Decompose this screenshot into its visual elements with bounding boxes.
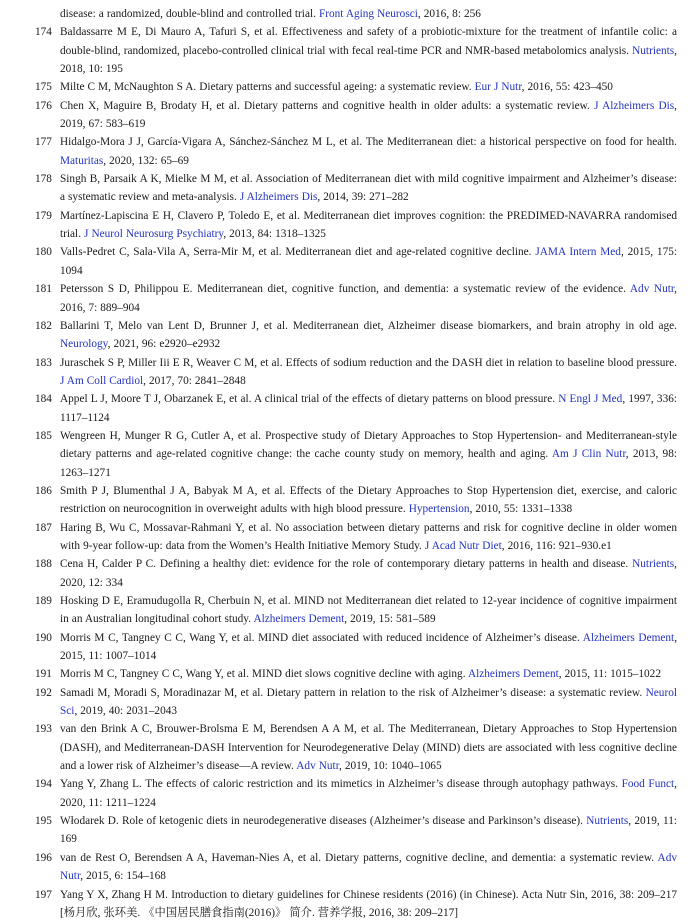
journal-link[interactable]: Alzheimers Dement bbox=[468, 668, 559, 680]
reference-number: 183 bbox=[35, 354, 52, 372]
reference-text-segment: Ballarini T, Melo van Lent D, Brunner J, et al. Mediterranean diet, Alzheimer disease biomarkers, and brain atrophy in old age. bbox=[60, 320, 677, 332]
reference-text bbox=[60, 519, 677, 556]
reference-item bbox=[0, 592, 694, 629]
reference-text-segment: , 2017, 70: 2841–2848 bbox=[143, 375, 246, 387]
reference-text-segment: , 2015, 6: 154–168 bbox=[80, 870, 166, 882]
reference-text-segment: , 2019, 40: 2031–2043 bbox=[74, 705, 177, 717]
journal-link[interactable]: Hypertension bbox=[409, 503, 470, 515]
reference-text-segment: Morris M C, Tangney C C, Wang Y, et al. MIND diet slows cognitive decline with aging. bbox=[60, 668, 468, 680]
reference-item bbox=[0, 720, 694, 775]
reference-text-segment: , 2020, 11: 1211–1224 bbox=[60, 778, 677, 808]
reference-text-segment: van de Rest O, Berendsen A A, Haveman-Nies A, et al. Dietary patterns, cognitive decline, and dementia: a systematic review. bbox=[60, 852, 658, 864]
journal-link[interactable]: Nutrients bbox=[632, 558, 674, 570]
reference-text bbox=[60, 78, 677, 96]
reference-text-segment: , 1997, 336: 1117–1124 bbox=[60, 393, 677, 423]
reference-number: 196 bbox=[35, 849, 52, 867]
reference-text-segment: , 2019, 10: 1040–1065 bbox=[339, 760, 442, 772]
journal-link[interactable]: J Alzheimers Dis bbox=[594, 100, 674, 112]
reference-text-segment: Appel L J, Moore T J, Obarzanek E, et al. A clinical trial of the effects of dietary patterns on blood pressure. bbox=[60, 393, 558, 405]
reference-number: 182 bbox=[35, 317, 52, 335]
reference-text-segment: , 2016, 55: 423–450 bbox=[522, 81, 613, 93]
reference-text bbox=[60, 317, 677, 354]
journal-link[interactable]: N Engl J Med bbox=[558, 393, 622, 405]
reference-text bbox=[60, 23, 677, 78]
reference-text-segment: , 2019, 15: 581–589 bbox=[344, 613, 435, 625]
reference-text-segment: Samadi M, Moradi S, Moradinazar M, et al. Dietary pattern in relation to the risk of Alzheimer’s disease: a systematic review. bbox=[60, 687, 646, 699]
reference-number: 188 bbox=[35, 555, 52, 573]
reference-text-segment: , 2015, 11: 1015–1022 bbox=[559, 668, 661, 680]
reference-item bbox=[0, 97, 694, 134]
journal-link[interactable]: J Am Coll Cardiol bbox=[60, 375, 143, 387]
journal-link[interactable]: Food Funct bbox=[622, 778, 675, 790]
reference-item bbox=[0, 133, 694, 170]
reference-text bbox=[60, 133, 677, 170]
reference-item bbox=[0, 280, 694, 317]
journal-link[interactable]: J Acad Nutr Diet bbox=[425, 540, 502, 552]
reference-number: 187 bbox=[35, 519, 52, 537]
journal-link[interactable]: J Neurol Neurosurg Psychiatry bbox=[84, 228, 223, 240]
reference-text-segment: Cena H, Calder P C. Defining a healthy diet: evidence for the role of contemporary dietary patterns in health and disease. bbox=[60, 558, 632, 570]
journal-link[interactable]: Alzheimers Dement bbox=[253, 613, 344, 625]
reference-number: 197 bbox=[35, 886, 52, 904]
reference-item bbox=[0, 317, 694, 354]
journal-link[interactable]: Front Aging Neurosci bbox=[319, 8, 418, 20]
reference-text bbox=[60, 849, 677, 886]
reference-number: 177 bbox=[35, 133, 52, 151]
reference-text bbox=[60, 665, 677, 683]
reference-number: 178 bbox=[35, 170, 52, 188]
reference-text-segment: , 2013, 84: 1318–1325 bbox=[223, 228, 326, 240]
reference-text-segment: Petersson S D, Philippou E. Mediterranean diet, cognitive function, and dementia: a systematic review of the evidence. bbox=[60, 283, 630, 295]
reference-text-segment: Martínez-Lapiscina E H, Clavero P, Toledo E, et al. Mediterranean diet improves cognition: the PREDIMED-NAVARRA randomised trial. bbox=[60, 210, 677, 240]
reference-number: 192 bbox=[35, 684, 52, 702]
reference-text bbox=[60, 775, 677, 812]
reference-item bbox=[0, 78, 694, 96]
journal-link[interactable]: Adv Nutr bbox=[60, 852, 677, 882]
journal-link[interactable]: JAMA Intern Med bbox=[535, 246, 621, 258]
reference-text bbox=[60, 243, 677, 280]
reference-item bbox=[0, 170, 694, 207]
journal-link[interactable]: Neurology bbox=[60, 338, 108, 350]
reference-item bbox=[0, 482, 694, 519]
reference-item bbox=[0, 5, 694, 23]
reference-text bbox=[60, 886, 677, 922]
reference-text bbox=[60, 684, 677, 721]
journal-link[interactable]: Nutrients bbox=[586, 815, 628, 827]
reference-text-segment: , 2016, 8: 256 bbox=[418, 8, 481, 20]
journal-link[interactable]: Alzheimers Dement bbox=[583, 632, 674, 644]
journal-link[interactable]: Adv Nutr bbox=[630, 283, 674, 295]
reference-text-segment: , 2019, 67: 583–619 bbox=[60, 100, 677, 130]
reference-number: 174 bbox=[35, 23, 52, 41]
reference-item bbox=[0, 886, 694, 922]
reference-text bbox=[60, 629, 677, 666]
reference-text-segment: , 2016, 116: 921–930.e1 bbox=[502, 540, 612, 552]
reference-item bbox=[0, 354, 694, 391]
reference-text-segment: Juraschek S P, Miller Iii E R, Weaver C M, et al. Effects of sodium reduction and the DASH diet in relation to baseline blood pressure. bbox=[60, 357, 677, 369]
reference-text-segment: , 2015, 11: 1007–1014 bbox=[60, 632, 677, 662]
reference-item bbox=[0, 23, 694, 78]
journal-link[interactable]: Maturitas bbox=[60, 155, 103, 167]
reference-number: 181 bbox=[35, 280, 52, 298]
reference-number: 184 bbox=[35, 390, 52, 408]
reference-text-segment: Chen X, Maguire B, Brodaty H, et al. Dietary patterns and cognitive health in older adults: a systematic review. bbox=[60, 100, 594, 112]
reference-text bbox=[60, 5, 677, 23]
reference-text-segment: , 2010, 55: 1331–1338 bbox=[470, 503, 573, 515]
reference-number: 185 bbox=[35, 427, 52, 445]
reference-text-segment: , 2020, 12: 334 bbox=[60, 558, 677, 588]
reference-text bbox=[60, 720, 677, 775]
reference-text-segment: Yang Y, Zhang L. The effects of caloric restriction and its mimetics in Alzheimer’s disease through autophagy pathways. bbox=[60, 778, 622, 790]
reference-text-segment: Morris M C, Tangney C C, Wang Y, et al. MIND diet associated with reduced incidence of Alzheimer’s disease. bbox=[60, 632, 583, 644]
reference-text-segment: , 2013, 98: 1263–1271 bbox=[60, 448, 677, 478]
reference-item bbox=[0, 775, 694, 812]
reference-number: 190 bbox=[35, 629, 52, 647]
reference-item bbox=[0, 207, 694, 244]
reference-item bbox=[0, 665, 694, 683]
reference-item bbox=[0, 555, 694, 592]
reference-text-segment: , 2019, 11: 169 bbox=[60, 815, 677, 845]
reference-text-segment: , 2014, 39: 271–282 bbox=[317, 191, 408, 203]
reference-text-segment: Baldassarre M E, Di Mauro A, Tafuri S, et al. Effectiveness and safety of a probiotic-mixture for the treatment of infantile colic: a double-blind, randomized, placebo-controlled clinical trial with fecal real-time PCR and NMR-based metabolomics analysis. bbox=[60, 26, 677, 56]
reference-text bbox=[60, 482, 677, 519]
reference-text bbox=[60, 170, 677, 207]
reference-text-segment: , 2020, 132: 65–69 bbox=[103, 155, 189, 167]
reference-text bbox=[60, 592, 677, 629]
reference-item bbox=[0, 427, 694, 482]
reference-item bbox=[0, 390, 694, 427]
reference-text bbox=[60, 280, 677, 317]
reference-number: 195 bbox=[35, 812, 52, 830]
reference-text-segment: Yang Y X, Zhang H M. Introduction to dietary guidelines for Chinese residents (2016) (in Chinese). Acta Nutr Sin, 2016, 38: 209–217 [杨月欣, 张环美. 《中国居民膳食指南(2016)》 简介. 营养学报, 2016, 38: 209–217] bbox=[60, 889, 677, 919]
reference-text-segment: Hidalgo-Mora J J, García-Vigara A, Sánchez-Sánchez M L, et al. The Mediterranean diet: a historical perspective on food for health. bbox=[60, 136, 677, 148]
reference-item bbox=[0, 849, 694, 886]
reference-item bbox=[0, 243, 694, 280]
reference-text-segment: , 2016, 7: 889–904 bbox=[60, 283, 677, 313]
reference-text bbox=[60, 390, 677, 427]
reference-text-segment: Hosking D E, Eramudugolla R, Cherbuin N, et al. MIND not Mediterranean diet related to 12-year incidence of cognitive impairment in an Australian longitudinal cohort study. bbox=[60, 595, 677, 625]
reference-item bbox=[0, 629, 694, 666]
reference-text bbox=[60, 555, 677, 592]
reference-text bbox=[60, 427, 677, 482]
journal-link[interactable]: Am J Clin Nutr bbox=[552, 448, 626, 460]
reference-text bbox=[60, 812, 677, 849]
reference-number: 176 bbox=[35, 97, 52, 115]
reference-text bbox=[60, 97, 677, 134]
reference-text-segment: disease: a randomized, double-blind and controlled trial. bbox=[60, 8, 319, 20]
journal-link[interactable]: Neurol Sci bbox=[60, 687, 677, 717]
reference-text-segment: Smith P J, Blumenthal J A, Babyak M A, et al. Effects of the Dietary Approaches to Stop Hypertension diet, exercise, and caloric restriction on neurocognition in overweight adults with high blood pressure. bbox=[60, 485, 677, 515]
reference-text bbox=[60, 354, 677, 391]
reference-text-segment: Milte C M, McNaughton S A. Dietary patterns and successful ageing: a systematic review. bbox=[60, 81, 475, 93]
reference-text bbox=[60, 207, 677, 244]
reference-item bbox=[0, 684, 694, 721]
reference-text-segment: Włodarek D. Role of ketogenic diets in neurodegenerative diseases (Alzheimer’s disease and Parkinson’s disease). bbox=[60, 815, 586, 827]
journal-link[interactable]: Adv Nutr bbox=[296, 760, 339, 772]
reference-text-segment: Singh B, Parsaik A K, Mielke M M, et al. Association of Mediterranean diet with mild cognitive impairment and Alzheimer’s disease: a systematic review and meta-analysis. bbox=[60, 173, 677, 203]
reference-text-segment: Valls-Pedret C, Sala-Vila A, Serra-Mir M, et al. Mediterranean diet and age-related cognitive decline. bbox=[60, 246, 535, 258]
reference-number: 191 bbox=[35, 665, 52, 683]
reference-number: 180 bbox=[35, 243, 52, 261]
reference-text-segment: Haring B, Wu C, Mossavar-Rahmani Y, et al. No association between dietary patterns and risk for cognitive decline in older women with 9-year follow-up: data from the Women’s Health Initiative Memory Study. bbox=[60, 522, 677, 552]
journal-link[interactable]: J Alzheimers Dis bbox=[240, 191, 318, 203]
reference-text-segment: , 2021, 96: e2920–e2932 bbox=[108, 338, 221, 350]
reference-number: 193 bbox=[35, 720, 52, 738]
reference-number: 175 bbox=[35, 78, 52, 96]
reference-text-segment: Wengreen H, Munger R G, Cutler A, et al. Prospective study of Dietary Approaches to Stop Hypertension- and Mediterranean-style dietary patterns and age-related cognitive change: the cache county study on memory, health and aging. bbox=[60, 430, 677, 460]
journal-link[interactable]: Eur J Nutr bbox=[475, 81, 522, 93]
reference-number: 186 bbox=[35, 482, 52, 500]
reference-text-segment: van den Brink A C, Brouwer-Brolsma E M, Berendsen A A M, et al. The Mediterranean, Dietary Approaches to Stop Hypertension (DASH), and Mediterranean-DASH Intervention for Neurodegenerative Delay (MIND) diets are associated with less cognitive decline and a lower risk of Alzheimer’s disease—A review. bbox=[60, 723, 677, 772]
reference-text-segment: , 2018, 10: 195 bbox=[60, 45, 677, 75]
reference-item bbox=[0, 519, 694, 556]
reference-text-segment: , 2015, 175: 1094 bbox=[60, 246, 677, 276]
reference-list bbox=[0, 5, 694, 922]
reference-number: 179 bbox=[35, 207, 52, 225]
journal-link[interactable]: Nutrients bbox=[632, 45, 674, 57]
reference-number: 194 bbox=[35, 775, 52, 793]
reference-item bbox=[0, 812, 694, 849]
reference-number: 189 bbox=[35, 592, 52, 610]
